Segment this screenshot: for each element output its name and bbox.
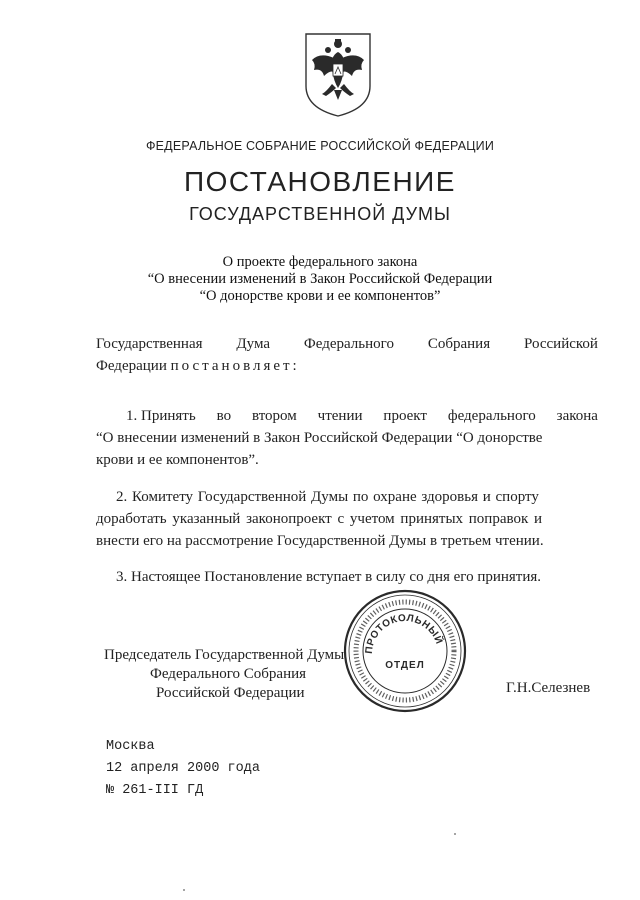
resolution-item-2 xyxy=(96,486,598,552)
paragraph-line: 3. Настоящее Постановление вступает в силу со дня его принятия. xyxy=(116,569,542,585)
russian-coat-of-arms-icon xyxy=(300,30,376,118)
signature-title-line: Председатель Государственной Думы xyxy=(104,647,345,663)
paragraph-line: “О внесении изменений в Закон Российской Федерации “О донорстве xyxy=(96,430,543,446)
paragraph-line xyxy=(96,355,598,377)
word: Федерального xyxy=(303,336,394,352)
paragraph-line: внести его на рассмотрение Государственной Думы в третьем чтении. xyxy=(96,533,544,549)
assembly-name: ФЕДЕРАЛЬНОЕ СОБРАНИЕ РОССИЙСКОЙ ФЕДЕРАЦИИ xyxy=(145,139,495,153)
scan-speck xyxy=(454,833,456,835)
document-footer xyxy=(106,736,260,802)
date: 12 апреля 2000 года xyxy=(106,761,260,776)
word: Российской xyxy=(524,336,598,352)
stamp-center-text: ОТДЕЛ xyxy=(385,660,425,671)
word: Собрания xyxy=(427,336,491,352)
word: Дума xyxy=(236,336,271,352)
word: втором xyxy=(251,408,297,424)
svg-text:ПРОТОКОЛЬНЫЙ xyxy=(364,613,446,655)
word: Федерации xyxy=(96,358,167,374)
document-issuer: ГОСУДАРСТВЕННОЙ ДУМЫ xyxy=(189,204,451,224)
stamp-arc-text: ПРОТОКОЛЬНЫЙ xyxy=(363,612,445,655)
word: 1. Принять xyxy=(126,408,196,424)
subject-line: “О внесении изменений в Закон Российской Федерации xyxy=(147,271,493,287)
resolution-item-3 xyxy=(96,566,598,588)
signer-name: Г.Н.Селезнев xyxy=(506,680,591,696)
signature-title-line: Федерального Собрания xyxy=(150,666,307,682)
signature-title-line: Российской Федерации xyxy=(156,685,305,701)
resolution-item-1 xyxy=(96,405,598,471)
subject-line: “О донорстве крови и ее компонентов” xyxy=(199,288,441,304)
subject-line: О проекте федерального закона xyxy=(222,254,418,270)
document-subject xyxy=(0,254,640,305)
preamble-paragraph xyxy=(96,333,598,377)
word: проект xyxy=(383,408,427,424)
official-stamp xyxy=(340,586,470,716)
document-number: № 261-III ГД xyxy=(106,783,204,798)
spaced-verb: постановляет: xyxy=(170,358,300,374)
scan-speck xyxy=(183,889,185,891)
word: чтении xyxy=(317,408,363,424)
paragraph-line: доработать указанный законопроект с учетом принятых поправок и xyxy=(96,511,543,527)
paragraph-line: 2. Комитету Государственной Думы по охране здоровья и спорту xyxy=(116,489,539,505)
word: во xyxy=(216,408,232,424)
document-type-title: ПОСТАНОВЛЕНИЕ xyxy=(184,166,456,197)
justified-line xyxy=(96,333,598,355)
word: закона xyxy=(556,408,598,424)
place: Москва xyxy=(106,739,155,754)
word: Государственная xyxy=(96,336,203,352)
paragraph-line: крови и ее компонентов”. xyxy=(96,452,259,468)
justified-line xyxy=(96,405,598,427)
word: федерального xyxy=(447,408,536,424)
